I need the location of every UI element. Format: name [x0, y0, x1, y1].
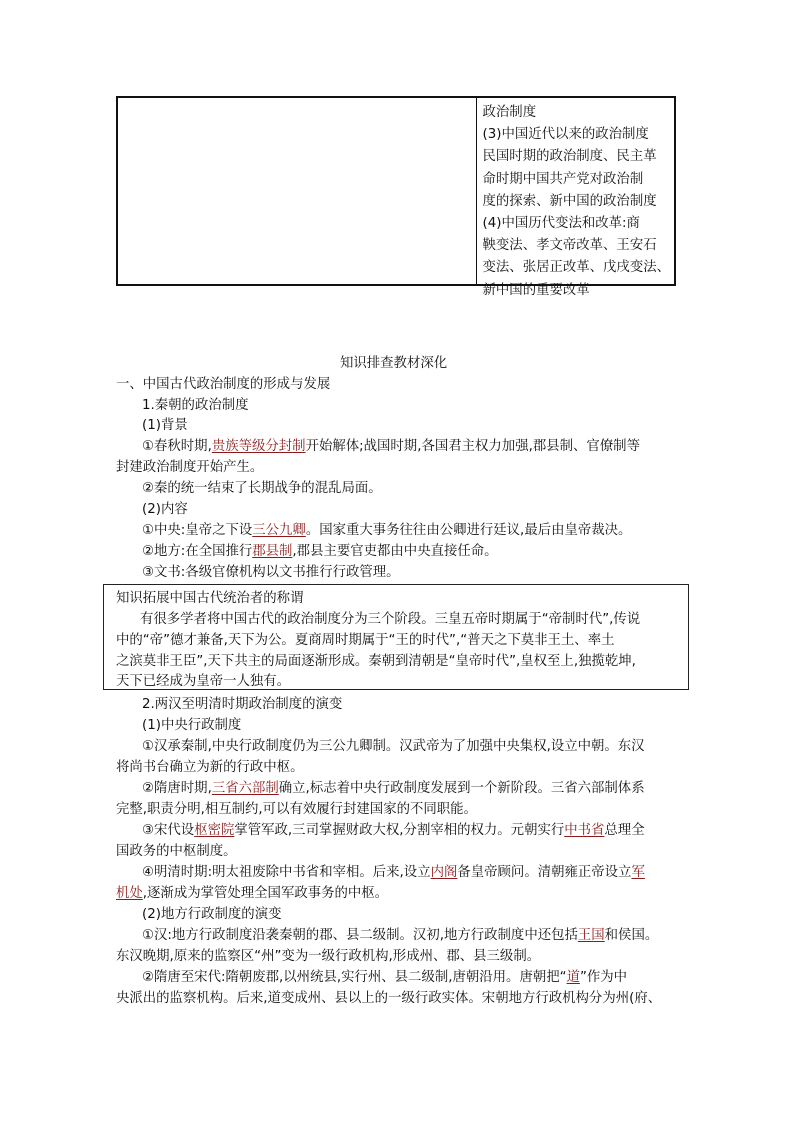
paragraph-line: ①中央:皇帝之下设三公九卿。国家重大事务往往由公卿进行廷议,最后由皇帝裁决。: [142, 523, 632, 538]
paragraph-line: 东汉晚期,原来的监察区“州”变为一级行政机构,形成州、郡、县三级制。: [116, 949, 541, 964]
paragraph-line: ①汉:地方行政制度沿袭秦朝的郡、县二级制。汉初,地方行政制度中还包括王国和侯国。: [142, 928, 659, 943]
top-table: [116, 96, 676, 298]
table-line: (3)中国近代以来的政治制度: [482, 127, 649, 143]
paragraph-line: ②隋唐时期,三省六部制确立,标志着中央行政制度发展到一个新阶段。三省六部制体系: [142, 781, 645, 796]
section-title: 知识排查教材深化: [340, 356, 448, 371]
sub-content-title: (2)内容: [142, 502, 188, 517]
keyword-underlined: 王国: [577, 928, 605, 943]
heading-1: 一、中国古代政治制度的形成与发展: [116, 377, 331, 392]
table-left-cell: [118, 98, 477, 284]
paragraph-line: ②隋唐至宋代:隋朝废郡,以州统县,实行州、县二级制,唐朝沿用。唐朝把“道”作为中: [142, 970, 628, 985]
paragraph-line: ①汉承秦制,中央行政制度仍为三公九卿制。汉武帝为了加强中央集权,设立中朝。东汉: [142, 739, 645, 754]
box-line: 中的“帝”德才兼备,天下为公。夏商周时期属于“王的时代”,“普天之下莫非王土、率土: [116, 633, 615, 648]
paragraph-line: ③宋代设枢密院掌管军政,三司掌握财政大权,分割宰相的权力。元朝实行中书省总理全: [142, 823, 645, 838]
table-line: 度的探索、新中国的政治制度: [482, 193, 657, 209]
table-line: 政治制度: [482, 105, 537, 120]
paragraph-line: ④明清时期:明太祖废除中书省和宰相。后来,设立内阁备皇帝顾问。清朝雍正帝设立军: [142, 865, 645, 880]
paragraph-line: ①春秋时期,贵族等级分封制开始解体;战国时期,各国君主权力加强,郡县制、官僚制等: [142, 439, 640, 454]
table-line: 新中国的重要改革: [482, 282, 590, 298]
keyword-underlined: 军: [631, 865, 645, 880]
paragraph-line: ③文书:各级官僚机构以文书推行行政管理。: [142, 565, 400, 580]
keyword-underlined: 枢密院: [194, 823, 235, 838]
box-title: 知识拓展中国古代统治者的称谓: [116, 591, 304, 606]
paragraph-line: 央派出的监察机构。后来,道变成州、县以上的一级行政实体。宋朝地方行政机构分为州(府、: [116, 991, 662, 1006]
paragraph-line: 完整,职责分明,相互制约,可以有效履行封建国家的不同职能。: [116, 802, 477, 817]
box-line: 天下已经成为皇帝一人独有。: [116, 674, 291, 689]
paragraph-line: ②秦的统一结束了长期战争的混乱局面。: [142, 481, 382, 496]
box-line: 之滨莫非王臣”,天下共主的局面逐渐形成。秦朝到清朝是“皇帝时代”,皇权至上,独揽乾坤,: [116, 654, 636, 669]
keyword-underlined: 道: [566, 970, 580, 985]
table-line: 命时期中国共产党对政治制: [482, 171, 644, 187]
keyword-underlined: 三省六部制: [211, 781, 279, 796]
sub-local-title: (2)地方行政制度的演变: [142, 907, 282, 922]
paragraph-line: ②地方:在全国推行郡县制,郡县主要官吏都由中央直接任命。: [142, 544, 498, 559]
sub-background-title: (1)背景: [142, 418, 188, 433]
table-line: (4)中国历代变法和改革:商: [482, 216, 640, 232]
table-right-cell: [477, 98, 674, 298]
table-line: 变法、张居正改革、戊戌变法、: [482, 260, 670, 276]
box-line: 有很多学者将中国古代的政治制度分为三个阶段。三皇五帝时期属于“帝制时代”,传说: [140, 612, 641, 627]
sub-central-title: (1)中央行政制度: [142, 718, 242, 733]
keyword-underlined: 内阁: [430, 865, 458, 880]
subheading-han-ming-qing: 2.两汉至明清时期政治制度的演变: [142, 697, 343, 712]
keyword-underlined: 三公九卿: [252, 523, 306, 538]
paragraph-line: 封建政治制度开始产生。: [116, 460, 264, 475]
keyword-underlined: 郡县制: [252, 544, 293, 559]
paragraph-line: 机处,逐渐成为掌管处理全国军政事务的中枢。: [116, 886, 389, 901]
subheading-qin: 1.秦朝的政治制度: [142, 398, 249, 413]
paragraph-line: 国政务的中枢制度。: [116, 844, 237, 859]
table-line: 鞅变法、孝文帝改革、王安石: [482, 238, 657, 254]
keyword-underlined: 机处: [116, 886, 143, 901]
keyword-underlined: 贵族等级分封制: [211, 439, 306, 454]
paragraph-line: 将尚书台确立为新的行政中枢。: [116, 760, 304, 775]
keyword-underlined: 中书省: [564, 823, 605, 838]
table-line: 民国时期的政治制度、民主革: [482, 149, 657, 165]
